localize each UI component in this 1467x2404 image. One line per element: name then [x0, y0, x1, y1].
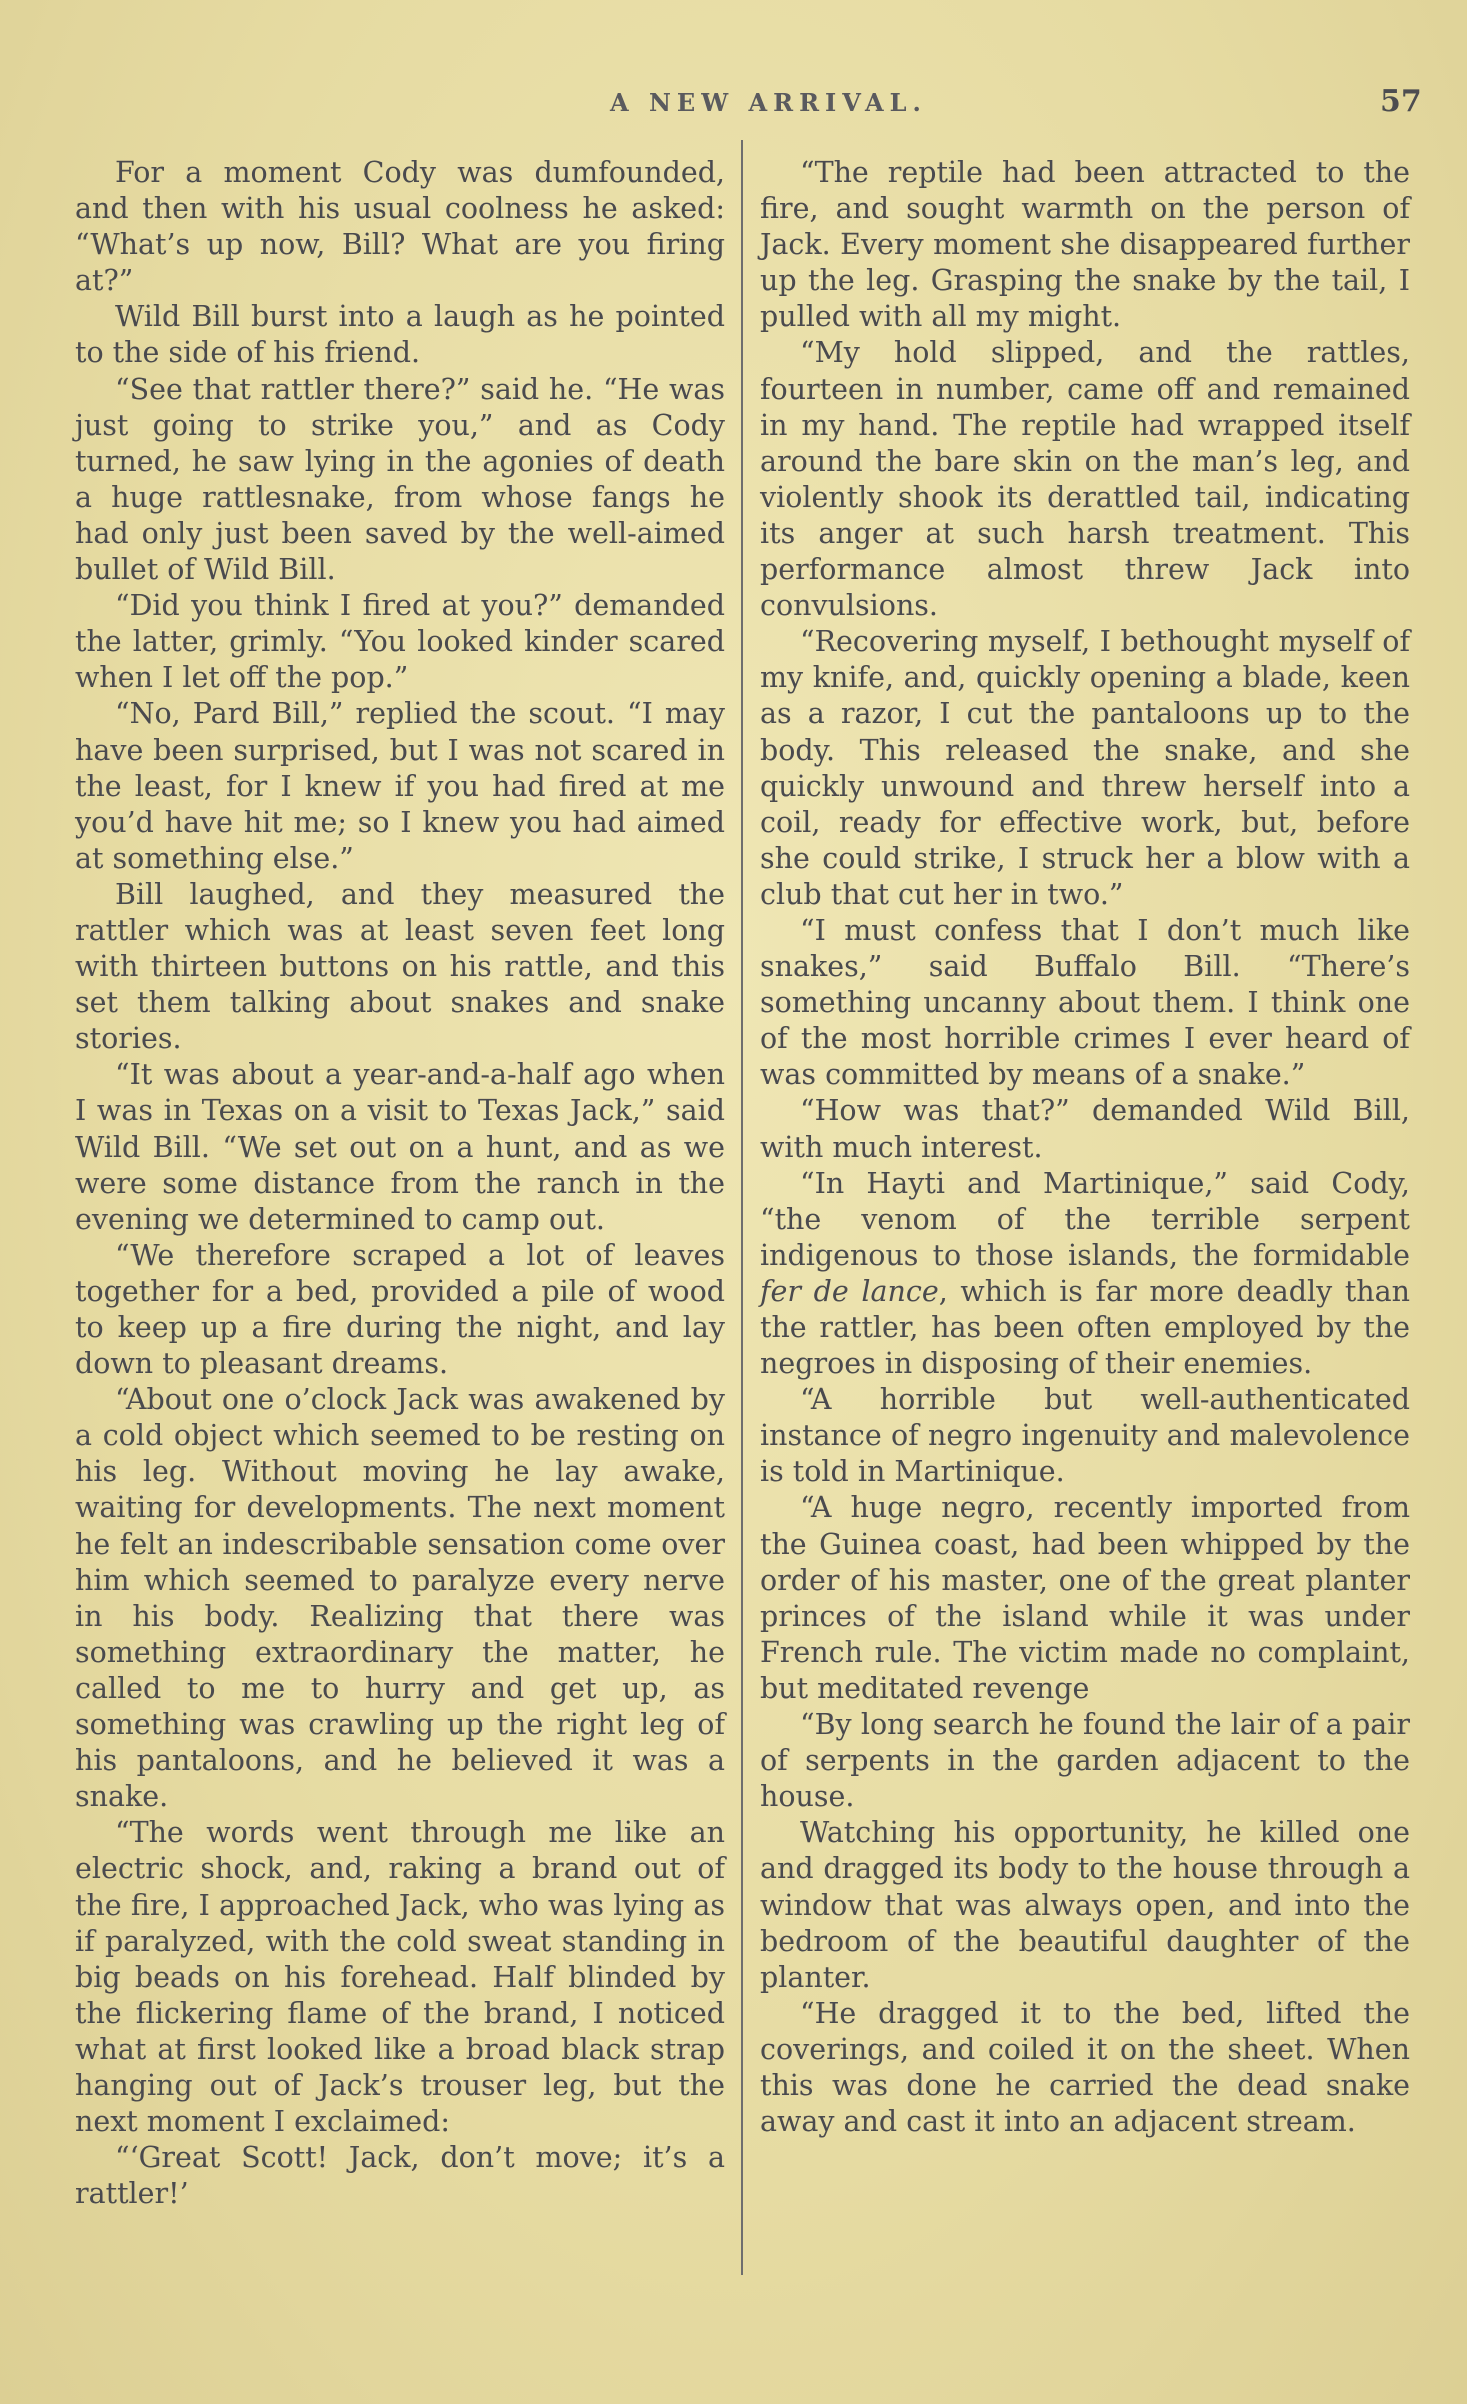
paragraph: “He dragged it to the bed, lifted the coverings, and coiled it on the sheet. When this was done he carried the dead snake away and cast it into an adjacent stream.	[760, 1996, 1410, 2139]
italic-phrase: fer de lance	[760, 1274, 939, 1308]
paragraph: “Recovering myself, I bethought myself of my knife, and, quickly opening a blade, keen as a razor, I cut the pantaloons up to the body. This released the snake, and she quickly unwound and threw herself into a coil, ready for effective work, but, before she could strike, I struck her a blow with a club that cut her in two.”	[760, 625, 1410, 911]
paragraph: “A huge negro, recently imported from the Guinea coast, had been whipped by the order of his master, one of the great planter princes of the island while it was under French rule. The victim made no complaint, but meditated revenge	[760, 1491, 1410, 1705]
paragraph: “See that rattler there?” said he. “He was just going to strike you,” and as Cody turned, he saw lying in the agonies of death a huge rattlesnake, from whose fangs he had only just been saved by the well-aimed bullet of Wild Bill.	[75, 372, 725, 587]
paragraph: “We therefore scraped a lot of leaves together for a bed, provided a pile of wood to keep up a fire during the night, and lay down to pleasant dreams.	[75, 1238, 725, 1381]
paragraph: “A horrible but well-authenticated instance of negro ingenuity and malevolence is told in Martinique.	[760, 1383, 1410, 1489]
running-title: A NEW ARRIVAL.	[610, 88, 927, 117]
paragraph: “About one o’clock Jack was awakened by a cold object which seemed to be resting on his leg. Without moving he lay awake, waiting for developments. The next moment he felt an indescribable sensation come over him which seemed to paralyze every nerve in his body. Realizing that there was something extraordinary the matter, he called to me to hurry and get up, as something was crawling up the right leg of his pantaloons, and he believed it was a snake.	[75, 1383, 725, 1814]
paragraph: “My hold slipped, and the rattles, fourteen in number, came off and remained in my hand. The reptile had wrapped itself around the bare skin on the man’s leg, and violently shook its derattled tail, indicating its anger at such harsh treatment. This performance almost threw Jack into convulsions.	[760, 336, 1410, 623]
paragraph: “The words went through me like an electric shock, and, raking a brand out of the fire, I approached Jack, who was lying as if paralyzed, with the cold sweat standing in big beads on his forehead. Half blinded by the flickering flame of the brand, I noticed what at first looked like a broad black strap hanging out of Jack’s trouser leg, but the next moment I exclaimed:	[75, 1816, 725, 2139]
paragraph: Watching his opportunity, he killed one and dragged its body to the house through a window that was always open, and into the bedroom of the beautiful daughter of the planter.	[760, 1816, 1410, 1994]
right-column	[760, 155, 1410, 2140]
paragraph: Bill laughed, and they measured the rattler which was at least seven feet long with thirteen buttons on his rattle, and this set them talking about snakes and snake stories.	[75, 877, 725, 1056]
page-header	[0, 84, 1467, 128]
paragraph: “By long search he found the lair of a pair of serpents in the garden adjacent to the house.	[760, 1708, 1410, 1814]
paragraph: For a moment Cody was dumfounded, and then with his usual coolness he asked: “What’s up now, Bill? What are you firing at?”	[75, 156, 725, 298]
left-column	[75, 155, 725, 2212]
paragraph: “Did you think I fired at you?” demanded the latter, grimly. “You looked kinder scared when I let off the pop.”	[75, 589, 725, 695]
paragraph: “How was that?” demanded Wild Bill, with much interest.	[760, 1094, 1410, 1164]
paragraph: “‘Great Scott! Jack, don’t move; it’s a rattler!’	[75, 2141, 725, 2211]
paragraph: “In Hayti and Martinique,” said Cody, “the venom of the terrible serpent indigenous to those islands, the formidable fer de lance, which is far more deadly than the rattler, has been often employed by the negroes in disposing of their enemies.	[760, 1166, 1410, 1381]
paragraph: “No, Pard Bill,” replied the scout. “I may have been surprised, but I was not scared in the least, for I knew if you had fired at me you’d have hit me; so I knew you had aimed at something else.”	[75, 697, 725, 875]
paragraph: “I must confess that I don’t much like snakes,” said Buffalo Bill. “There’s something uncanny about them. I think one of the most horrible crimes I ever heard of was committed by means of a snake.”	[760, 913, 1410, 1092]
paragraph: “The reptile had been attracted to the fire, and sought warmth on the person of Jack. Every moment she disappeared further up the leg. Grasping the snake by the tail, I pulled with all my might.	[760, 156, 1410, 334]
paragraph: “It was about a year-and-a-half ago when I was in Texas on a visit to Texas Jack,” said Wild Bill. “We set out on a hunt, and as we were some distance from the ranch in the evening we determined to camp out.	[75, 1058, 725, 1236]
column-divider	[741, 140, 743, 2275]
page-number: 57	[1380, 84, 1422, 119]
paragraph: Wild Bill burst into a laugh as he pointed to the side of his friend.	[75, 300, 725, 370]
